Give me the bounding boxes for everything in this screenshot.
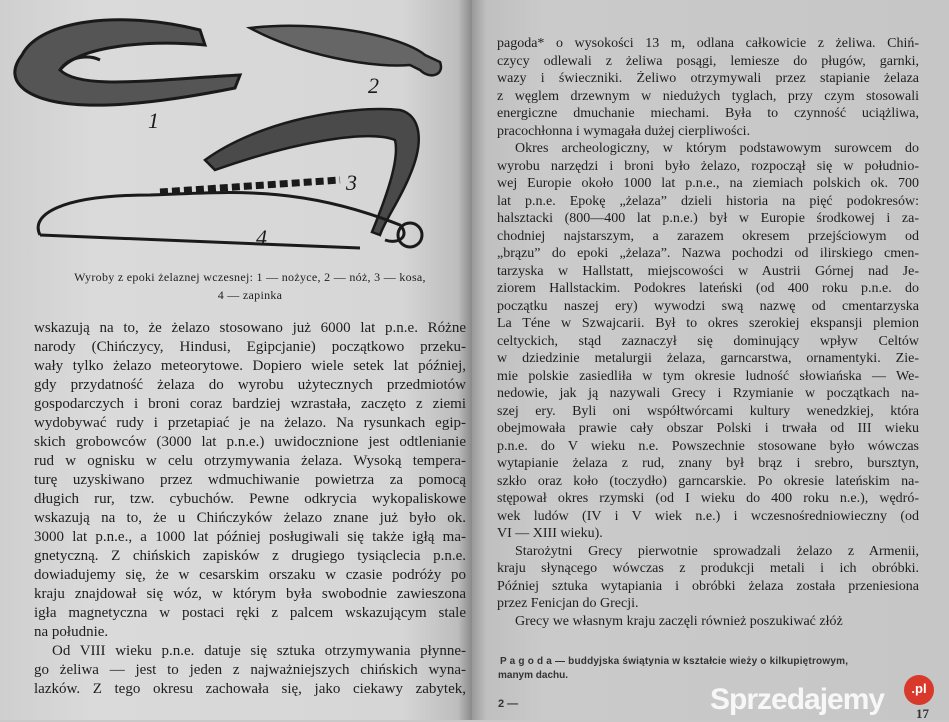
text-line: rud w ognisku w celu otrzymywania żelaza. Wysoką tempera- (34, 453, 466, 469)
page-number: 17 (916, 706, 929, 721)
text-line: wskazują na to, że u Chińczyków żelazo znane już było ok. (34, 510, 466, 526)
footnote: P a g o d a — buddyjska świątynia w kształcie wieży o kilkupiętrowym, (500, 656, 849, 667)
watermark-badge: .pl (904, 675, 934, 705)
text-line: szkło oraz koło (toczydło) garncarskie. Po okresie lateńskim na- (497, 473, 919, 489)
text-line: wyrobu narzędzi i broni było żelazo, rozpoczął się w południo- (497, 158, 919, 174)
text-line: Starożytni Grecy pierwotnie sprowadzali żelazo z Armenii, (515, 543, 919, 559)
left-page (0, 0, 472, 720)
right-page (472, 0, 949, 720)
figure-label-2: 2 (368, 73, 379, 98)
text-line: VI — XIII wieku). (497, 526, 603, 541)
text-line: gdy przydatność żelaza do wyrobu użytecznych przedmiotów (34, 377, 466, 393)
text-line: wej Europie około 1000 lat p.n.e., na ziemiach polskich ok. 700 (497, 176, 919, 191)
watermark-logo (710, 684, 884, 716)
figure-label-1: 1 (148, 108, 159, 133)
text-line: wek ludów (IV i V wiek n.e.) i wczesnośredniowieczny (od (497, 508, 919, 524)
fibula-drawing (38, 180, 422, 248)
text-line: szej ery. Byli oni współtwórcami kultury wenedzkiej, która (497, 403, 919, 419)
text-line: w dziedzinie metalurgii żelaza, garncarstwa, ornamentyki. Zie- (497, 351, 919, 366)
text-line: halsztacki (800—400 lat p.n.e.) był w Europie środkowej i za- (497, 211, 919, 226)
text-line: z węglem drzewnym w niedużych tyglach, przy czym stosowali (497, 88, 919, 104)
shears-drawing (15, 20, 240, 105)
text-line: wazy i świeczniki. Żeliwo otrzymywali przez stapianie żelaza (497, 71, 919, 86)
text-line: wały tylko żelazo meteorytowe. Dopiero wiele setek lat później, (34, 358, 466, 374)
text-line: lazków. Z tego okresu zachowała się, jako ciekawy zabytek, (34, 681, 466, 697)
text-line: skich grobowców (3000 lat p.n.e.) uwidocznione jest odtlenianie (34, 434, 466, 450)
text-line: Później sztuka wytapiania i obróbki żelaza została przeniesiona (497, 578, 919, 594)
text-line: lat p.n.e. Epokę „żelaza” dzieli historia na pięć podokresów: (497, 193, 919, 209)
knife-drawing (250, 26, 441, 75)
text-line: gospodarczych i broni coraz bardziej wzrastała, zaczęto z ziemi (34, 396, 466, 412)
text-line: nedowie, jak ją nazywali Grecy i Rzymianie w początkach na- (497, 386, 919, 401)
text-line: 3000 lat p.n.e., a 1000 lat później posługiwali się także igłą ma- (34, 529, 466, 545)
text-line: celtyckich, stąd zaznaczył się dominujący wpływ Celtów (497, 333, 919, 349)
text-line: tarzyska w Hallstatt, miejscowości w Austrii Górnej nad Je- (497, 263, 919, 279)
figure-label-3: 3 (346, 170, 357, 195)
text-line: ziorem Hallstackim. Podokres lateński (od 400 roku p.n.e. do (497, 281, 919, 296)
text-line: turę uzyskiwano przez wdmuchiwanie powietrza za pomocą (34, 472, 466, 488)
text-line: mie polskie zasiedliła w tym okresie ludność słowiańska — We- (497, 368, 919, 384)
text-line: czycy odlewali z żeliwa posągi, lemiesze do pługów, garnki, (497, 53, 919, 69)
page-signature-marker: 2 — (498, 698, 519, 710)
text-line: energiczne dmuchanie miechami. Była to czynność uciążliwa, (497, 106, 919, 121)
text-line: początku naszej ery) wywodzi swą nazwę od cmentarzyska (497, 298, 919, 314)
scythe-drawing (205, 109, 419, 235)
figure-label-4: 4 (256, 225, 267, 250)
text-line: Od VIII wieku p.n.e. datuje się sztuka otrzymywania płynne- (52, 643, 466, 659)
text-line: pagoda* o wysokości 13 m, odlana całkowicie z żeliwa. Chiń- (497, 36, 919, 51)
text-line: go żeliwa — jest to jeden z najważniejszych chińskich wyna- (34, 662, 466, 678)
text-line: Okres archeologiczny, w którym podstawowym surowcem do (515, 141, 919, 156)
text-line: kraju znajdował się wóz, w którym była swobodnie zawieszona (34, 586, 466, 602)
text-line: chodniej najstarszym, a zarazem okresem przejściowym od (497, 228, 919, 244)
text-line: dowiadujemy się, że w cesarskim orszaku w czasie podróży po (34, 567, 466, 583)
text-line: wydobywać rudy i przetapiać je na żelazo. Na rysunkach egip- (34, 415, 466, 431)
text-line: p.n.e. do V wieku n.e. Powszechnie stosowane było wówczas (497, 438, 919, 454)
text-line: La Téne w Szwajcarii. Był to okres szerokiej ekspansji plemion (497, 316, 919, 331)
text-line: kraju słynącego wówczas z produkcji metali i ich obróbki. (497, 561, 919, 576)
text-line: obejmowała prawie cały obszar Polski i trwała od III wieku (497, 421, 919, 436)
text-line: przez Fenicjan do Grecji. (497, 596, 639, 611)
text-line: wytapianie żelaza z rud, znany był brąz i srebro, bursztyn, (497, 456, 919, 471)
text-line: igła magnetyczna w postaci ręki z palcem wskazującym stale (34, 605, 466, 621)
text-line: pracochłonna i wymagała dużej cierpliwości. (497, 123, 751, 139)
text-line: długich rur, tzw. cybuchów. Pewne odkrycia wykopaliskowe (34, 491, 466, 507)
text-line: Grecy we własnym kraju zaczęli również poszukiwać złóż (515, 613, 843, 629)
footnote-continued: manym dachu. (498, 670, 569, 681)
figure-caption: Wyroby z epoki żelaznej wczesnej: 1 — nożyce, 2 — nóż, 3 — kosa, (74, 270, 426, 284)
watermark-text: Sprzedajemy (710, 683, 885, 716)
text-line: „brązu” do epoki „żelaza”. Nazwa pochodzi od ilirskiego cmen- (497, 246, 919, 261)
text-line: stępował okres rzymski (od I wieku do 400 roku n.e.), wędró- (497, 491, 919, 506)
text-line: narody (Chińczycy, Hindusi, Egipcjanie) początkowo przeku- (34, 339, 466, 355)
figure-caption-continued: 4 — zapinka (217, 288, 283, 302)
text-line: wskazują na to, że żelazo stosowano już 6000 lat p.n.e. Różne (34, 320, 466, 336)
text-line: na południe. (34, 624, 109, 640)
text-line: gnetyczną. Z chińskich zapisków z drugiego tysiąclecia p.n.e. (34, 548, 466, 564)
iron-age-artifacts-illustration (0, 0, 472, 262)
